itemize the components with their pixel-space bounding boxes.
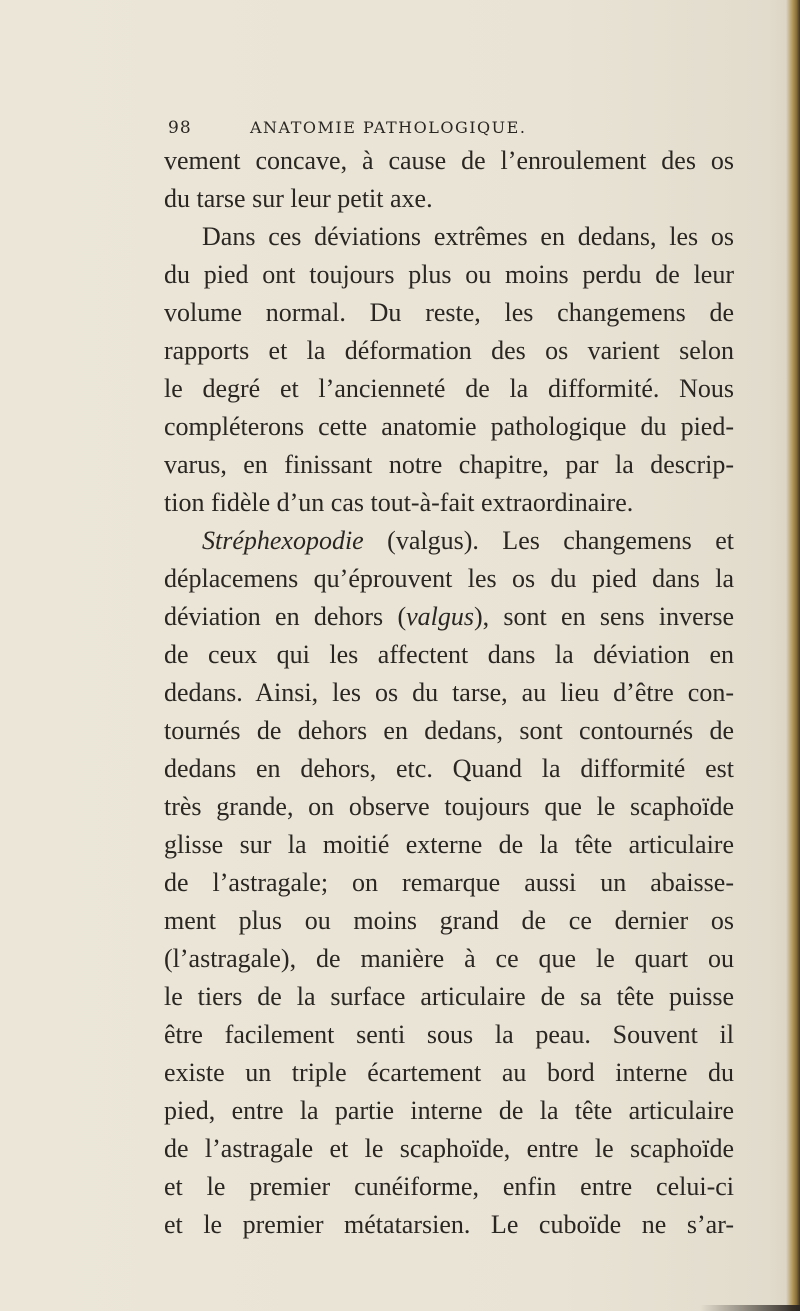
text-line: (l’astragale), de manière à ce que le quart ou — [164, 944, 734, 973]
text-line — [164, 598, 734, 636]
text-line: de l’astragale et le scaphoïde, entre le scaphoïde — [164, 1134, 734, 1163]
text-line: existe un triple écartement au bord interne du — [164, 1058, 734, 1087]
text-line: pied, entre la partie interne de la tête articulaire — [164, 1096, 734, 1125]
text-line: tion fidèle d’un cas tout-à-fait extraordinaire. — [164, 488, 634, 517]
text-line — [164, 522, 734, 560]
text-line: et le premier métatarsien. Le cuboïde ne s’ar- — [164, 1210, 734, 1239]
text-line: dedans en dehors, etc. Quand la difformité est — [164, 754, 734, 783]
text-line: dedans. Ainsi, les os du tarse, au lieu d’être con- — [164, 678, 734, 707]
text-line: compléterons cette anatomie pathologique du pied- — [164, 412, 734, 441]
text-line: varus, en finissant notre chapitre, par la descrip- — [164, 450, 734, 479]
page-shadow — [700, 1305, 800, 1311]
text-line: glisse sur la moitié externe de la tête articulaire — [164, 830, 734, 859]
text-line: et le premier cunéiforme, enfin entre celui-ci — [164, 1172, 734, 1201]
text-segment: (valgus). Les changemens et — [363, 526, 734, 555]
text-line: de l’astragale; on remarque aussi un abaisse- — [164, 868, 734, 897]
text-line: ment plus ou moins grand de ce dernier os — [164, 906, 734, 935]
text-line: le degré et l’ancienneté de la difformité. Nous — [164, 374, 734, 403]
text-line: vement concave, à cause de l’enroulement des os — [164, 146, 734, 175]
text-line: de ceux qui les affectent dans la déviation en — [164, 640, 734, 669]
page-edge — [786, 0, 800, 1311]
text-line: être facilement senti sous la peau. Souvent il — [164, 1020, 734, 1049]
page-number: 98 — [168, 118, 192, 138]
term-strephexopodie: Stréphexopodie — [202, 526, 364, 555]
page-header — [168, 118, 728, 140]
text-line: tournés de dehors en dedans, sont contournés de — [164, 716, 734, 745]
term-valgus: valgus — [406, 602, 474, 631]
text-line: du tarse sur leur petit axe. — [164, 184, 433, 213]
running-title: ANATOMIE PATHOLOGIQUE. — [250, 118, 527, 137]
body-text — [164, 142, 734, 1244]
text-segment: déviation en dehors ( — [164, 602, 407, 631]
text-line: déplacemens qu’éprouvent les os du pied dans la — [164, 564, 734, 593]
text-line: du pied ont toujours plus ou moins perdu de leur — [164, 260, 734, 289]
text-line: rapports et la déformation des os varient selon — [164, 336, 734, 365]
text-line: Dans ces déviations extrêmes en dedans, les os — [202, 222, 734, 251]
text-line: le tiers de la surface articulaire de sa tête puisse — [164, 982, 734, 1011]
text-line: très grande, on observe toujours que le scaphoïde — [164, 792, 734, 821]
text-line: volume normal. Du reste, les changemens de — [164, 298, 734, 327]
text-segment: ), sont en sens inverse — [474, 602, 735, 631]
